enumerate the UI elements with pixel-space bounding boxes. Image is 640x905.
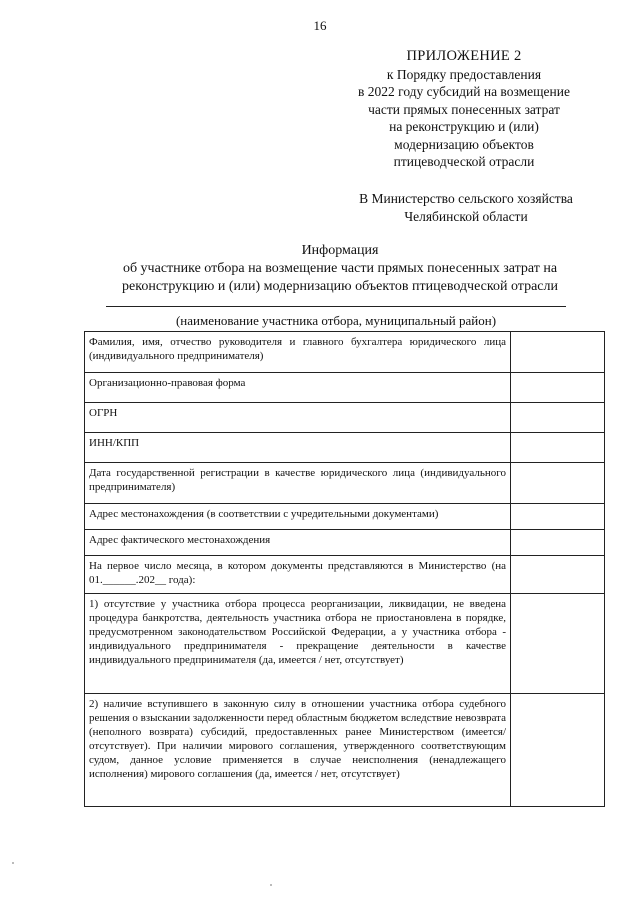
heading-title: Информация xyxy=(301,243,379,258)
appendix-line: птицеводческой отрасли xyxy=(393,154,535,169)
table-row xyxy=(85,373,605,403)
table-row xyxy=(85,530,605,556)
row-label: Адрес местонахождения (в соответствии с учредительными документами) xyxy=(85,504,511,530)
table-row xyxy=(85,403,605,433)
row-label: Дата государственной регистрации в качестве юридического лица (индивидуального предпринимателя) xyxy=(85,463,511,504)
row-value-cell[interactable] xyxy=(511,433,605,463)
table-row xyxy=(85,463,605,504)
row-value-cell[interactable] xyxy=(511,556,605,594)
table-row xyxy=(85,504,605,530)
row-value-cell[interactable] xyxy=(511,594,605,694)
row-value-cell[interactable] xyxy=(511,504,605,530)
row-label: ИНН/КПП xyxy=(85,433,511,463)
addressee-line: В Министерство сельского хозяйства xyxy=(359,191,573,206)
participant-name-line[interactable] xyxy=(106,306,566,307)
row-value-cell[interactable] xyxy=(511,694,605,807)
addressee-line: Челябинской области xyxy=(404,208,528,224)
row-label: ОГРН xyxy=(85,403,511,433)
appendix-line: на реконструкцию и (или) xyxy=(389,119,539,134)
appendix-line: к Порядку предоставления xyxy=(386,66,542,82)
scan-artifact xyxy=(12,862,14,864)
row-label: Адрес фактического местонахождения xyxy=(85,530,511,556)
row-label: На первое число месяца, в котором документы представляются в Министерство (на 01.______.202__ года): xyxy=(85,556,511,594)
participant-name-caption: (наименование участника отбора, муниципальный район) xyxy=(175,313,497,328)
appendix-title: ПРИЛОЖЕНИЕ 2 xyxy=(406,48,522,64)
row-label: Организационно-правовая форма xyxy=(85,373,511,403)
table-row xyxy=(85,594,605,694)
page-number: 16 xyxy=(313,18,327,33)
table-row xyxy=(85,332,605,373)
row-value-cell[interactable] xyxy=(511,530,605,556)
table-row xyxy=(85,433,605,463)
row-value-cell[interactable] xyxy=(511,373,605,403)
appendix-line: части прямых понесенных затрат xyxy=(368,101,560,117)
appendix-line: в 2022 году субсидий на возмещение xyxy=(358,84,570,99)
addressee-block xyxy=(335,190,597,225)
row-value-cell[interactable] xyxy=(511,463,605,504)
table-row xyxy=(85,556,605,594)
row-label: 2) наличие вступившего в законную силу в отношении участника отбора судебного решения о взыскании задолженности перед областным бюджетом вследствие невозврата (неполного возврата) субсидий, предоставленных ранее Министерством (имеется/отсутствует). При наличии мирового соглашения, утвержденного соответствующим судом, данное условие применяется в случае неисполнения (ненадлежащего исполнения) мирового соглашения (да, имеется / нет, отсутствует) xyxy=(85,694,511,807)
row-label: Фамилия, имя, отчество руководителя и главного бухгалтера юридического лица (индивидуального предпринимателя) xyxy=(85,332,511,373)
scan-artifact xyxy=(270,884,272,886)
row-label: 1) отсутствие у участника отбора процесса реорганизации, ликвидации, не введена процедура банкротства, деятельность участника отбора не приостановлена в порядке, предусмотренном законодательством Российской Федерации, а у участника отбора - индивидуального предпринимателя - прекращение деятельности в качестве индивидуального предпринимателя (да, имеется / нет, отсутствует) xyxy=(85,594,511,694)
table-row xyxy=(85,694,605,807)
document-heading xyxy=(70,242,610,296)
row-value-cell[interactable] xyxy=(511,332,605,373)
row-value-cell[interactable] xyxy=(511,403,605,433)
participant-info-table xyxy=(84,331,605,807)
appendix-block xyxy=(330,48,598,171)
heading-line: реконструкцию и (или) модернизацию объектов птицеводческой отрасли xyxy=(122,279,558,294)
appendix-line: модернизацию объектов xyxy=(394,136,534,152)
heading-line: об участнике отбора на возмещение части прямых понесенных затрат на xyxy=(122,261,558,276)
